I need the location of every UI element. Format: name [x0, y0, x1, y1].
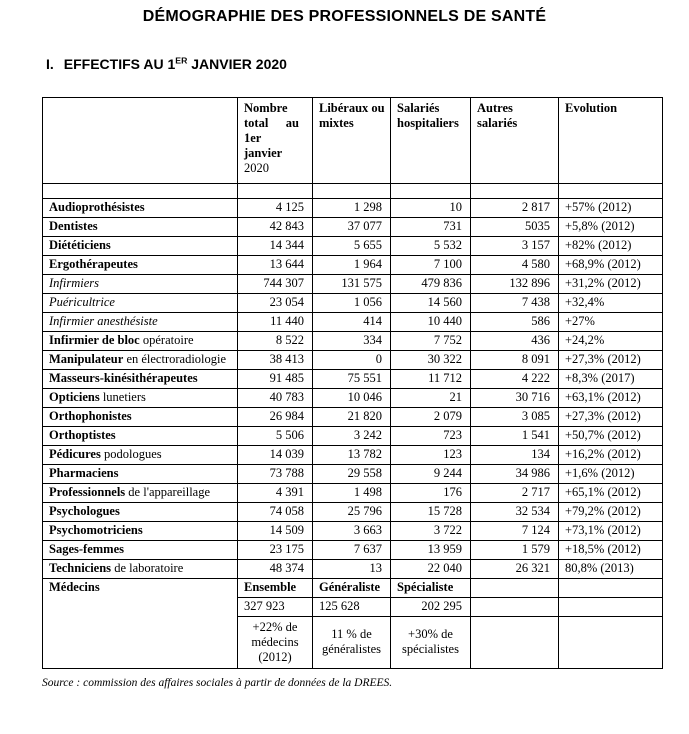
nombre-total-cell: 11 440 [238, 312, 313, 331]
autres-salaries-cell: 3 157 [471, 236, 559, 255]
nombre-total-cell: 13 644 [238, 255, 313, 274]
profession-name: Puéricultrice [43, 293, 238, 312]
liberaux-cell: 13 [313, 559, 391, 578]
liberaux-cell: 21 820 [313, 407, 391, 426]
salaries-hospitaliers-cell: 30 322 [391, 350, 471, 369]
table-row [43, 388, 663, 407]
table-row [43, 274, 663, 293]
profession-name: Infirmier anesthésiste [43, 312, 238, 331]
table-row [43, 236, 663, 255]
liberaux-cell: 3 242 [313, 426, 391, 445]
evolution-cell: +8,3% (2017) [559, 369, 663, 388]
autres-salaries-cell: 30 716 [471, 388, 559, 407]
liberaux-cell: 29 558 [313, 464, 391, 483]
nombre-total-cell: 744 307 [238, 274, 313, 293]
table-row [43, 426, 663, 445]
autres-salaries-cell: 134 [471, 445, 559, 464]
salaries-hospitaliers-cell: 22 040 [391, 559, 471, 578]
table-row [43, 483, 663, 502]
salaries-hospitaliers-cell: 479 836 [391, 274, 471, 293]
nombre-total-cell: 42 843 [238, 217, 313, 236]
table-body [43, 183, 663, 578]
nombre-total-cell: 48 374 [238, 559, 313, 578]
salaries-hospitaliers-cell: 7 100 [391, 255, 471, 274]
medecins-value-ensemble: 327 923 [238, 597, 313, 616]
medecins-label: Médecins [43, 578, 238, 668]
evolution-cell: +27% [559, 312, 663, 331]
autres-salaries-cell: 7 124 [471, 521, 559, 540]
table-row [43, 198, 663, 217]
medecins-note-specialiste: +30% de spécialistes [391, 616, 471, 668]
spacer-row [43, 183, 663, 198]
nombre-total-cell: 74 058 [238, 502, 313, 521]
evolution-cell: +24,2% [559, 331, 663, 350]
table-row [43, 217, 663, 236]
header-profession [43, 97, 238, 183]
liberaux-cell: 334 [313, 331, 391, 350]
salaries-hospitaliers-cell: 9 244 [391, 464, 471, 483]
evolution-cell: +73,1% (2012) [559, 521, 663, 540]
evolution-cell: +27,3% (2012) [559, 350, 663, 369]
evolution-cell: +18,5% (2012) [559, 540, 663, 559]
salaries-hospitaliers-cell: 10 [391, 198, 471, 217]
page-title: DÉMOGRAPHIE DES PROFESSIONNELS DE SANTÉ [142, 8, 547, 25]
header-nombre-total: Nombre total au 1er janvier 2020 [238, 97, 313, 183]
autres-salaries-cell: 3 085 [471, 407, 559, 426]
nombre-total-cell: 26 984 [238, 407, 313, 426]
evolution-cell: +16,2% (2012) [559, 445, 663, 464]
table-row [43, 521, 663, 540]
section-number: I. [46, 55, 54, 72]
liberaux-cell: 5 655 [313, 236, 391, 255]
nombre-total-cell: 23 175 [238, 540, 313, 559]
evolution-cell: +5,8% (2012) [559, 217, 663, 236]
profession-name: Opticiens lunetiers [43, 388, 238, 407]
section-text: EFFECTIFS AU 1ER JANVIER 2020 [63, 55, 287, 72]
autres-salaries-cell: 2 717 [471, 483, 559, 502]
table-row [43, 255, 663, 274]
profession-name: Manipulateur en électroradiologie [43, 350, 238, 369]
liberaux-cell: 7 637 [313, 540, 391, 559]
salaries-hospitaliers-cell: 7 752 [391, 331, 471, 350]
evolution-cell: +79,2% (2012) [559, 502, 663, 521]
nombre-total-cell: 5 506 [238, 426, 313, 445]
liberaux-cell: 10 046 [313, 388, 391, 407]
evolution-cell: 80,8% (2013) [559, 559, 663, 578]
header-salaries-hospitaliers: Salariés hospitaliers [391, 97, 471, 183]
salaries-hospitaliers-cell: 5 532 [391, 236, 471, 255]
liberaux-cell: 1 964 [313, 255, 391, 274]
profession-name: Orthoptistes [43, 426, 238, 445]
evolution-cell: +1,6% (2012) [559, 464, 663, 483]
salaries-hospitaliers-cell: 21 [391, 388, 471, 407]
salaries-hospitaliers-cell: 13 959 [391, 540, 471, 559]
nombre-total-cell: 38 413 [238, 350, 313, 369]
nombre-total-cell: 4 391 [238, 483, 313, 502]
medecins-subheader-specialiste: Spécialiste [391, 578, 471, 597]
liberaux-cell: 25 796 [313, 502, 391, 521]
liberaux-cell: 1 056 [313, 293, 391, 312]
salaries-hospitaliers-cell: 723 [391, 426, 471, 445]
medecins-subheader-generaliste: Généraliste [313, 578, 391, 597]
nombre-total-cell: 14 509 [238, 521, 313, 540]
nombre-total-cell: 14 039 [238, 445, 313, 464]
salaries-hospitaliers-cell: 11 712 [391, 369, 471, 388]
table-row [43, 312, 663, 331]
profession-name: Audioprothésistes [43, 198, 238, 217]
profession-name: Infirmier de bloc opératoire [43, 331, 238, 350]
header-evolution: Evolution [559, 97, 663, 183]
medecins-subheader-ensemble: Ensemble [238, 578, 313, 597]
medecins-value-generaliste: 125 628 [313, 597, 391, 616]
salaries-hospitaliers-cell: 3 722 [391, 521, 471, 540]
salaries-hospitaliers-cell: 10 440 [391, 312, 471, 331]
liberaux-cell: 131 575 [313, 274, 391, 293]
evolution-cell: +50,7% (2012) [559, 426, 663, 445]
autres-salaries-cell: 132 896 [471, 274, 559, 293]
profession-name: Psychologues [43, 502, 238, 521]
evolution-cell: +63,1% (2012) [559, 388, 663, 407]
profession-name: Pédicures podologues [43, 445, 238, 464]
liberaux-cell: 0 [313, 350, 391, 369]
source-note: Source : commission des affaires sociales à partir de données de la DREES. [42, 676, 393, 689]
medecins-header-row [43, 578, 663, 597]
autres-salaries-cell: 4 580 [471, 255, 559, 274]
table-row [43, 407, 663, 426]
salaries-hospitaliers-cell: 14 560 [391, 293, 471, 312]
salaries-hospitaliers-cell: 2 079 [391, 407, 471, 426]
profession-name: Infirmiers [43, 274, 238, 293]
autres-salaries-cell: 8 091 [471, 350, 559, 369]
profession-name: Psychomotriciens [43, 521, 238, 540]
table-row [43, 540, 663, 559]
liberaux-cell: 75 551 [313, 369, 391, 388]
liberaux-cell: 414 [313, 312, 391, 331]
profession-name: Dentistes [43, 217, 238, 236]
evolution-cell: +82% (2012) [559, 236, 663, 255]
liberaux-cell: 13 782 [313, 445, 391, 464]
section-superscript: ER [175, 55, 188, 65]
medecins-note-generaliste: 11 % de généralistes [313, 616, 391, 668]
table-row [43, 502, 663, 521]
table-row [43, 331, 663, 350]
autres-salaries-cell: 5035 [471, 217, 559, 236]
table-row [43, 369, 663, 388]
header-autres-salaries: Autres salariés [471, 97, 559, 183]
effectifs-table [42, 97, 663, 669]
profession-name: Orthophonistes [43, 407, 238, 426]
profession-name: Ergothérapeutes [43, 255, 238, 274]
nombre-total-cell: 4 125 [238, 198, 313, 217]
autres-salaries-cell: 4 222 [471, 369, 559, 388]
autres-salaries-cell: 586 [471, 312, 559, 331]
liberaux-cell: 37 077 [313, 217, 391, 236]
table-row [43, 445, 663, 464]
evolution-cell: +32,4% [559, 293, 663, 312]
table-row [43, 464, 663, 483]
header-row [43, 97, 663, 183]
salaries-hospitaliers-cell: 731 [391, 217, 471, 236]
profession-name: Techniciens de laboratoire [43, 559, 238, 578]
profession-name: Masseurs-kinésithérapeutes [43, 369, 238, 388]
evolution-cell: +27,3% (2012) [559, 407, 663, 426]
salaries-hospitaliers-cell: 15 728 [391, 502, 471, 521]
evolution-cell: +65,1% (2012) [559, 483, 663, 502]
header-liberaux: Libéraux ou mixtes [313, 97, 391, 183]
nombre-total-cell: 8 522 [238, 331, 313, 350]
nombre-total-cell: 14 344 [238, 236, 313, 255]
profession-name: Pharmaciens [43, 464, 238, 483]
salaries-hospitaliers-cell: 123 [391, 445, 471, 464]
nombre-total-cell: 91 485 [238, 369, 313, 388]
nombre-total-cell: 23 054 [238, 293, 313, 312]
evolution-cell: +31,2% (2012) [559, 274, 663, 293]
evolution-cell: +57% (2012) [559, 198, 663, 217]
table-row [43, 293, 663, 312]
profession-name: Diététiciens [43, 236, 238, 255]
table-row [43, 559, 663, 578]
autres-salaries-cell: 34 986 [471, 464, 559, 483]
medecins-value-specialiste: 202 295 [391, 597, 471, 616]
salaries-hospitaliers-cell: 176 [391, 483, 471, 502]
profession-name: Sages-femmes [43, 540, 238, 559]
autres-salaries-cell: 32 534 [471, 502, 559, 521]
evolution-cell: +68,9% (2012) [559, 255, 663, 274]
medecins-note-ensemble: +22% de médecins (2012) [238, 616, 313, 668]
table-row [43, 350, 663, 369]
liberaux-cell: 1 298 [313, 198, 391, 217]
autres-salaries-cell: 1 541 [471, 426, 559, 445]
autres-salaries-cell: 7 438 [471, 293, 559, 312]
autres-salaries-cell: 1 579 [471, 540, 559, 559]
section-heading [46, 55, 689, 72]
autres-salaries-cell: 2 817 [471, 198, 559, 217]
liberaux-cell: 1 498 [313, 483, 391, 502]
medecins-section [43, 578, 663, 668]
autres-salaries-cell: 26 321 [471, 559, 559, 578]
liberaux-cell: 3 663 [313, 521, 391, 540]
autres-salaries-cell: 436 [471, 331, 559, 350]
nombre-total-cell: 40 783 [238, 388, 313, 407]
nombre-total-cell: 73 788 [238, 464, 313, 483]
profession-name: Professionnels de l'appareillage [43, 483, 238, 502]
